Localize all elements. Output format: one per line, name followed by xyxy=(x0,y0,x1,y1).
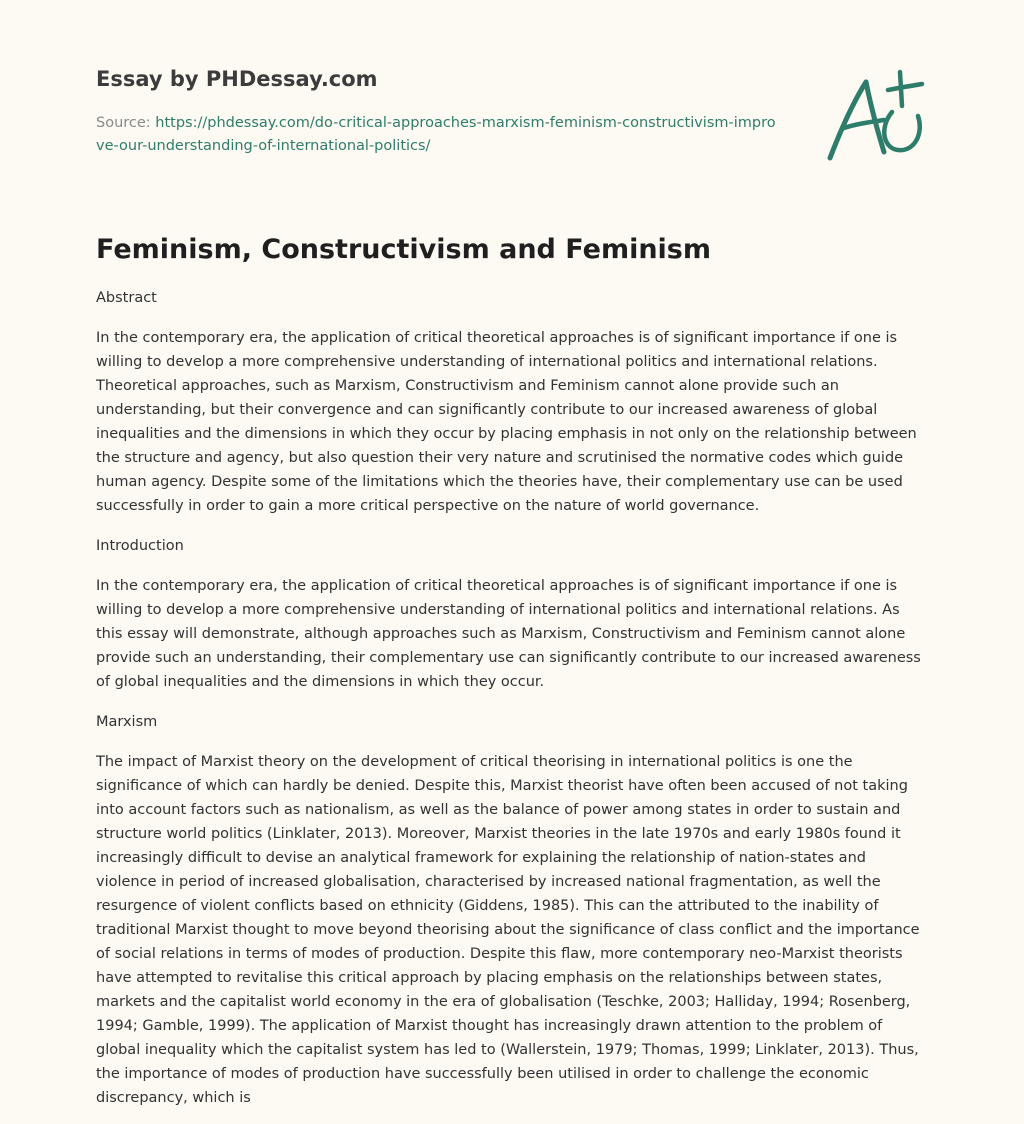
source-link[interactable]: https://phdessay.com/do-critical-approaches-marxism-feminism-constructivism-improve-our-understanding-of-international-politics/ xyxy=(96,115,776,154)
page-header xyxy=(96,64,928,158)
article-body xyxy=(96,286,928,1110)
brand-name: Essay by PHDessay.com xyxy=(96,67,378,91)
abstract-heading: Abstract xyxy=(96,290,157,306)
source-line xyxy=(96,112,776,158)
introduction-paragraph: In the contemporary era, the application of critical theoretical approaches is of significant importance if one is willing to develop a more comprehensive understanding of international politics and international relations. As this essay will demonstrate, although approaches such as Marxism, Constructivism and Feminism cannot alone provide such an understanding, their complementary use can significantly contribute to our increased awareness of global inequalities and the dimensions in which they occur. xyxy=(96,578,921,690)
a-plus-logo-icon xyxy=(818,66,934,170)
source-label: Source: xyxy=(96,115,156,131)
marxism-paragraph: The impact of Marxist theory on the development of critical theorising in international politics is one the significance of which can hardly be denied. Despite this, Marxist theorist have often been accused of not taking into account factors such as nationalism, as well as the balance of power among states in order to sustain and structure world politics (Linklater, 2013). Moreover, Marxist theories in the late 1970s and early 1980s found it increasingly difficult to devise an analytical framework for explaining the relationship of nation-states and violence in period of increased globalisation, characterised by increased national fragmentation, as well the resurgence of violent conflicts based on ethnicity (Giddens, 1985). This can the attributed to the inability of traditional Marxist thought to move beyond theorising about the significance of class conflict and the importance of social relations in terms of modes of production. Despite this flaw, more contemporary neo-Marxist theorists have attempted to revitalise this critical approach by placing emphasis on the relationships between states, markets and the capitalist world economy in the era of globalisation (Teschke, 2003; Halliday, 1994; Rosenberg, 1994; Gamble, 1999). The application of Marxist thought has increasingly drawn attention to the problem of global inequality which the capitalist system has led to (Wallerstein, 1979; Thomas, 1999; Linklater, 2013). Thus, the importance of modes of production have successfully been utilised in order to challenge the economic discrepancy, which is xyxy=(96,754,920,1106)
article-title: Feminism, Constructivism and Feminism xyxy=(96,234,712,265)
introduction-heading: Introduction xyxy=(96,538,184,554)
abstract-paragraph: In the contemporary era, the application of critical theoretical approaches is of significant importance if one is willing to develop a more comprehensive understanding of international politics and international relations. Theoretical approaches, such as Marxism, Constructivism and Feminism cannot alone provide such an understanding, but their convergence and can significantly contribute to our increased awareness of global inequalities and the dimensions in which they occur by placing emphasis in not only on the relationship between the structure and agency, but also question their very nature and scrutinised the normative codes which guide human agency. Despite some of the limitations which the theories have, their complementary use can be used successfully in order to gain a more critical perspective on the nature of world governance. xyxy=(96,330,917,514)
marxism-heading: Marxism xyxy=(96,714,158,730)
